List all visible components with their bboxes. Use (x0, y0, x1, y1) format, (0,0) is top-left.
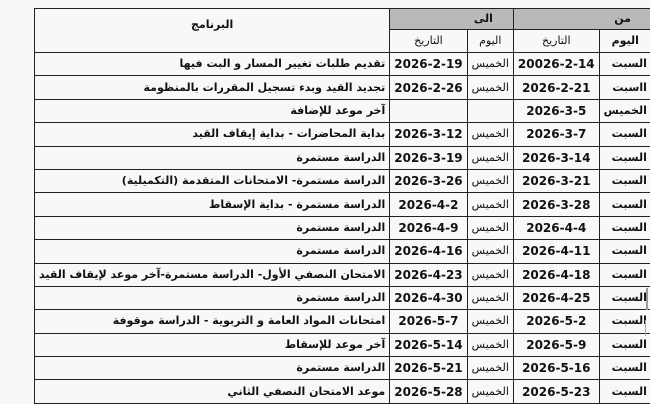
from-date-cell: 2026-5-16 (513, 357, 599, 380)
to-day-cell: الخميس (467, 263, 513, 286)
from-day-cell: السبت (599, 216, 650, 239)
from-date-cell: 2026-5-2 (513, 310, 599, 333)
scan-edge-mark (641, 320, 646, 336)
table-row (35, 240, 650, 263)
table-row (35, 53, 650, 76)
table-row (35, 99, 650, 122)
to-day-cell: الخميس (467, 123, 513, 146)
from-header: من (513, 9, 650, 30)
from-date-cell: 2026-4-11 (513, 240, 599, 263)
to-day-cell: الخميس (467, 286, 513, 309)
to-date-cell: 2026-5-7 (390, 310, 467, 333)
to-date-header: التاريخ (390, 30, 467, 53)
from-day-cell: الخميس (599, 99, 650, 122)
from-day-cell: السبت (599, 146, 650, 169)
from-day-cell: السبت (599, 263, 650, 286)
from-date-cell: 2026-2-21 (513, 76, 599, 99)
from-day-cell: السبت (599, 169, 650, 192)
to-date-cell: 2026-3-26 (390, 169, 467, 192)
to-day-cell: الخميس (467, 169, 513, 192)
to-day-cell: الخميس (467, 53, 513, 76)
table-row (35, 193, 650, 216)
to-date-cell: 2026-2-26 (390, 76, 467, 99)
to-date-cell: 2026-4-30 (390, 286, 467, 309)
from-day-header: اليوم (599, 30, 650, 53)
table-row (35, 146, 650, 169)
to-header: الى (390, 9, 514, 30)
from-date-cell: 2026-3-28 (513, 193, 599, 216)
program-cell: الدراسة مستمرة (35, 216, 390, 239)
to-day-cell: الخميس (467, 76, 513, 99)
to-date-cell: 2026-4-9 (390, 216, 467, 239)
to-day-cell: الخميس (467, 146, 513, 169)
to-date-cell: 2026-4-23 (390, 263, 467, 286)
from-day-cell: السبت (599, 53, 650, 76)
to-date-cell: 2026-2-19 (390, 53, 467, 76)
from-date-cell: 2026-3-5 (513, 99, 599, 122)
program-cell: الدراسة مستمرة (35, 357, 390, 380)
from-day-cell: السبت (599, 123, 650, 146)
to-day-header: اليوم (467, 30, 513, 53)
table-row (35, 333, 650, 356)
table-row (35, 310, 650, 333)
from-date-cell: 2026-3-7 (513, 123, 599, 146)
to-date-cell: 2026-3-19 (390, 146, 467, 169)
from-day-cell: السبت (599, 380, 650, 403)
to-date-cell: 2026-3-12 (390, 123, 467, 146)
from-day-cell: السبت (599, 357, 650, 380)
program-cell: الدراسة مستمرة (35, 146, 390, 169)
to-day-cell: الخميس (467, 193, 513, 216)
to-date-cell: 2026-5-21 (390, 357, 467, 380)
to-day-cell: الخميس (467, 333, 513, 356)
from-date-cell: 2026-4-25 (513, 286, 599, 309)
program-cell: آخر موعد للإسقاط (35, 333, 390, 356)
from-date-cell: 2026-4-18 (513, 263, 599, 286)
schedule-table (34, 8, 650, 404)
from-day-cell: السبت (599, 193, 650, 216)
to-date-cell: 2026-5-14 (390, 333, 467, 356)
from-day-cell: السبت (599, 286, 650, 309)
to-date-cell: 2026-4-2 (390, 193, 467, 216)
to-date-cell (390, 99, 467, 122)
program-cell: تجديد القيد وبدء تسجيل المقررات بالمنظومة (35, 76, 390, 99)
from-day-cell: ااسبت (599, 76, 650, 99)
program-cell: بداية المحاضرات - بداية إيقاف القيد (35, 123, 390, 146)
to-day-cell: الخميس (467, 216, 513, 239)
from-date-cell: 2026-5-9 (513, 333, 599, 356)
table-row (35, 286, 650, 309)
program-cell: الدراسة مستمرة (35, 286, 390, 309)
program-cell: الامتحان النصفي الأول- الدراسة مستمرة-آخر موعد لإيقاف القيد (35, 263, 390, 286)
table-row (35, 169, 650, 192)
to-day-cell: الخميس (467, 240, 513, 263)
schedule-rows (35, 53, 650, 404)
table-row (35, 263, 650, 286)
to-day-cell: الخميس (467, 357, 513, 380)
from-date-cell: 2026-4-4 (513, 216, 599, 239)
program-cell: موعد الامتحان النصفي الثاني (35, 380, 390, 403)
table-row (35, 76, 650, 99)
to-date-cell: 2026-5-28 (390, 380, 467, 403)
from-day-cell: السبت (599, 310, 650, 333)
table-row (35, 216, 650, 239)
table-row (35, 123, 650, 146)
program-cell: الدراسة مستمرة- الامتحانات المتقدمة (التكميلية) (35, 169, 390, 192)
program-cell: آخر موعد للإضافة (35, 99, 390, 122)
program-cell: الدراسة مستمرة - بداية الإسقاط (35, 193, 390, 216)
program-cell: تقديم طلبات تغيير المسار و البت فيها (35, 53, 390, 76)
from-date-cell: 2026-3-21 (513, 169, 599, 192)
from-date-header: التاريخ (513, 30, 599, 53)
from-day-cell: السبت (599, 333, 650, 356)
from-date-cell: 2026-3-14 (513, 146, 599, 169)
from-date-cell: 2026-5-23 (513, 380, 599, 403)
to-day-cell: الخميس (467, 380, 513, 403)
to-date-cell: 2026-4-16 (390, 240, 467, 263)
to-day-cell: الخميس (467, 310, 513, 333)
from-date-cell: 20026-2-14 (513, 53, 599, 76)
program-cell: الدراسة مستمرة (35, 240, 390, 263)
table-row (35, 357, 650, 380)
scan-edge-mark (640, 288, 648, 310)
to-day-cell (467, 99, 513, 122)
from-day-cell: السبت (599, 240, 650, 263)
program-cell: امتحانات المواد العامة و التربوية - الدراسة موقوفة (35, 310, 390, 333)
program-header: البرنامج (35, 9, 390, 53)
